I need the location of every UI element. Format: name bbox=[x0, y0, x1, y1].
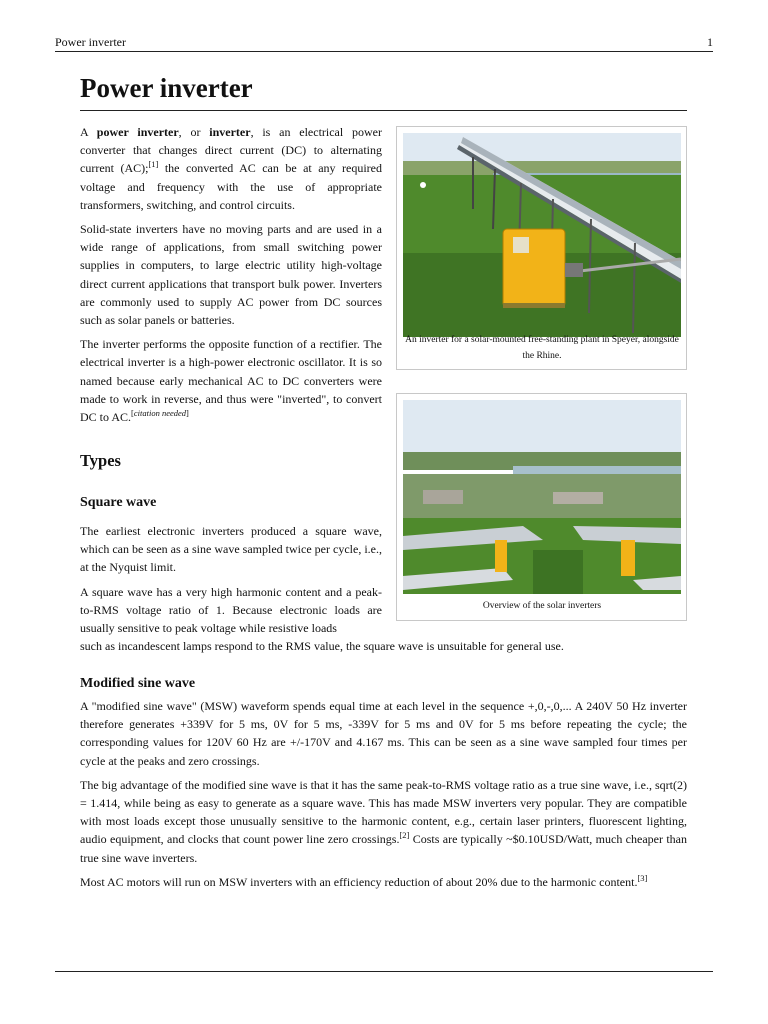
figure-inverter-speyer bbox=[396, 126, 687, 370]
modified-sine-section bbox=[80, 697, 687, 891]
intro-paragraph-3: The inverter performs the opposite function of a rectifier. The electrical inverter is a high-power electronic oscillator. It is so named because early mechanical AC to DC converters were made to work in reverse, and thus were "inverted", to convert DC to AC.[citation needed] bbox=[80, 337, 382, 425]
reference-link-1[interactable]: [1] bbox=[148, 159, 159, 170]
page-number: 1 bbox=[707, 35, 713, 49]
photo-inverter-solar-panel[interactable] bbox=[403, 133, 681, 337]
intro-paragraph-2: Solid-state inverters have no moving parts and are used in a wide range of applications, from small switching power supplies in computers, to large electric utility high-voltage direct current applications that transport bulk power. Inverters are commonly used to supply AC power from DC sources such as solar panels or batteries. bbox=[80, 222, 382, 328]
title-divider bbox=[80, 110, 687, 111]
modified-sine-paragraph-2: The big advantage of the modified sine wave is that it has the same peak-to-RMS voltage ratio as a true sine wave, i.e., sqrt(2) = 1.414, while being as easy to generate as a square wave. This has made MSW inverters very popular. They are compatible with most loads except those unusually sensitive to the harmonic content, e.g., certain laser printers, fluorescent lighting, audio equipment, and clocks that count power line zero crossings.[2] Costs are typically ~$0.10USD/Watt, much cheaper than true sine wave inverters. bbox=[80, 777, 687, 865]
figure-2-caption: Overview of the solar inverters bbox=[482, 601, 602, 611]
reference-link-3[interactable]: [3] bbox=[637, 872, 648, 883]
modified-sine-paragraph-1: A "modified sine wave" (MSW) waveform spends equal time at each level in the sequence +,0,-,0,... A 240V 50 Hz inverter therefore generates +339V for 5 ms, 0V for 5 ms, -339V for 5 ms and 0V for 5 ms before repeating the cycle; the corresponding values for 120V 60 Hz are +/-170V and 4.167 ms. This can be seen as a sine wave sampled four times per cycle at the peaks and zero crossings. bbox=[80, 699, 687, 768]
running-header bbox=[55, 35, 713, 52]
subsection-heading-square-wave: Square wave bbox=[80, 495, 157, 510]
term-inverter: inverter bbox=[209, 125, 251, 139]
subsection-heading-modified-sine-wave: Modified sine wave bbox=[80, 676, 196, 691]
square-wave-paragraph-2-continued bbox=[80, 637, 687, 655]
footer-divider bbox=[55, 971, 713, 972]
modified-sine-paragraph-3: Most AC motors will run on MSW inverters with an efficiency reduction of about 20% due to the harmonic content.[3] bbox=[80, 872, 648, 889]
term-power-inverter: power inverter bbox=[96, 125, 179, 139]
figure-solar-inverters-overview bbox=[396, 393, 687, 621]
intro-paragraph-1: A power inverter, or inverter, is an electrical power converter that changes direct current (DC) to alternating current (AC);[1] the converted AC can be at any required voltage and frequency with the use of appropriate transformers, switching, and control circuits. bbox=[80, 125, 383, 212]
figure-1-caption: An inverter for a solar-mounted free-standing plant in Speyer, alongside the Rhine. bbox=[405, 335, 679, 361]
photo-solar-inverters-overview[interactable] bbox=[403, 400, 681, 594]
page-title: Power inverter bbox=[80, 73, 253, 103]
section-heading-types: Types bbox=[80, 451, 121, 470]
reference-link-2[interactable]: [2] bbox=[399, 830, 410, 841]
citation-needed-link[interactable]: [citation needed] bbox=[131, 408, 189, 419]
intro-section bbox=[80, 123, 382, 426]
square-wave-paragraph-1: The earliest electronic inverters produced a square wave, which can be seen as a sine wave sampled twice per cycle, i.e., at the Nyquist limit. bbox=[80, 524, 382, 575]
square-wave-paragraph-2: A square wave has a very high harmonic content and a peak-to-RMS voltage ratio of 1. Because electronic loads are usually sensitive to peak voltage while resistive loads bbox=[80, 584, 382, 636]
running-header-title: Power inverter bbox=[55, 35, 126, 49]
square-wave-continuation-text: such as incandescent lamps respond to the RMS value, the square wave is unsuitable for general use. bbox=[80, 639, 564, 653]
square-wave-section bbox=[80, 522, 382, 637]
